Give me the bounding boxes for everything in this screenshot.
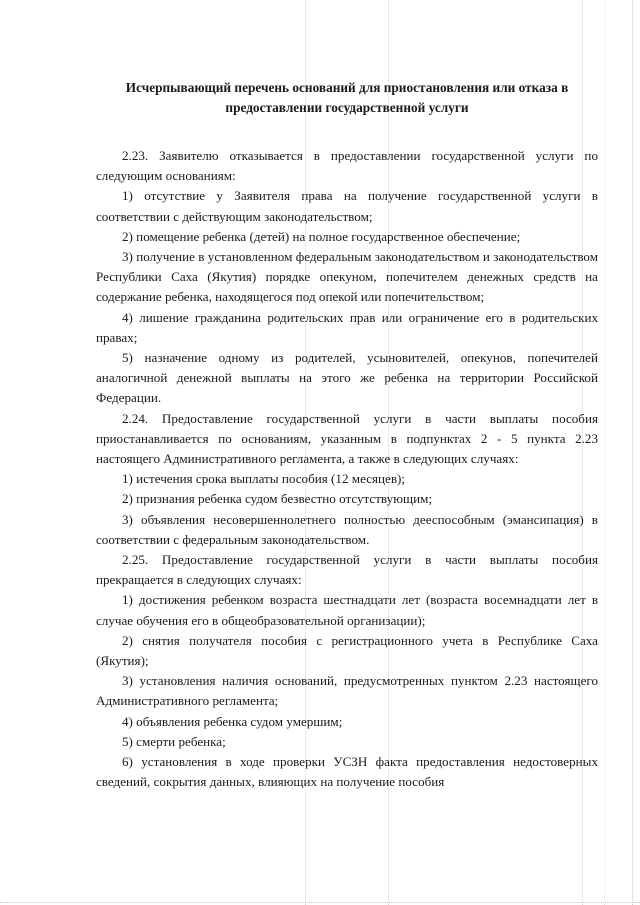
list-item: 2) помещение ребенка (детей) на полное государственное обеспечение; — [122, 228, 521, 244]
list-item: 2) признания ребенка судом безвестно отсутствующим; — [122, 491, 433, 507]
list-item: 5) назначение одному из родителей, усыновителей, опекунов, попечителей аналогичной денежной выплаты на этого же ребенка на территории Российской Федерации. — [96, 350, 598, 406]
list-item: 3) объявления несовершеннолетнего полностью дееспособным (эмансипация) в соответствии с федеральным законодательством. — [96, 511, 598, 547]
paragraph-2-23: 2.23. Заявителю отказывается в предоставлении государственной услуги по следующим основаниям: — [96, 148, 598, 184]
list-item: 1) истечения срока выплаты пособия (12 месяцев); — [122, 471, 406, 487]
list-item: 1) отсутствие у Заявителя права на получение государственной услуги в соответствии с действующим законодательством; — [96, 188, 598, 224]
list-item: 4) объявления ребенка судом умершим; — [122, 713, 343, 729]
scan-artifact-line — [604, 0, 605, 905]
list-item: 3) получение в установленном федеральным законодательством и законодательством Республики Саха (Якутия) порядке опекуном, попечителем денежных средств на содержание ребенка, находящегося под опекой или попечительством; — [96, 249, 598, 305]
document-body — [96, 146, 598, 793]
scan-artifact-edge — [0, 902, 640, 903]
list-item: 6) установления в ходе проверки УСЗН факта предоставления недостоверных сведений, сокрытия данных, влияющих на получение пособия — [96, 754, 598, 790]
document-page — [96, 78, 598, 793]
document-title — [96, 78, 598, 118]
list-item: 4) лишение гражданина родительских прав или ограничение его в родительских правах; — [96, 309, 598, 345]
paragraph-2-25: 2.25. Предоставление государственной услуги в части выплаты пособия прекращается в следующих случаях: — [96, 552, 598, 588]
list-item: 5) смерти ребенка; — [122, 733, 226, 749]
document-title-line: предоставлении государственной услуги — [225, 100, 469, 115]
list-item: 3) установления наличия оснований, предусмотренных пунктом 2.23 настоящего Административного регламента; — [96, 673, 598, 709]
scan-artifact-line — [632, 0, 633, 905]
paragraph-2-24: 2.24. Предоставление государственной услуги в части выплаты пособия приостанавливается по основаниям, указанным в подпунктах 2 - 5 пункта 2.23 настоящего Административного регламента, а также в следующих случаях: — [96, 410, 598, 467]
list-item: 1) достижения ребенком возраста шестнадцати лет (возраста восемнадцати лет в случае обучения его в общеобразовательной организации); — [96, 592, 598, 628]
document-title-line: Исчерпывающий перечень оснований для приостановления или отказа в — [125, 80, 569, 95]
list-item: 2) снятия получателя пособия с регистрационного учета в Республике Саха (Якутия); — [96, 632, 598, 669]
